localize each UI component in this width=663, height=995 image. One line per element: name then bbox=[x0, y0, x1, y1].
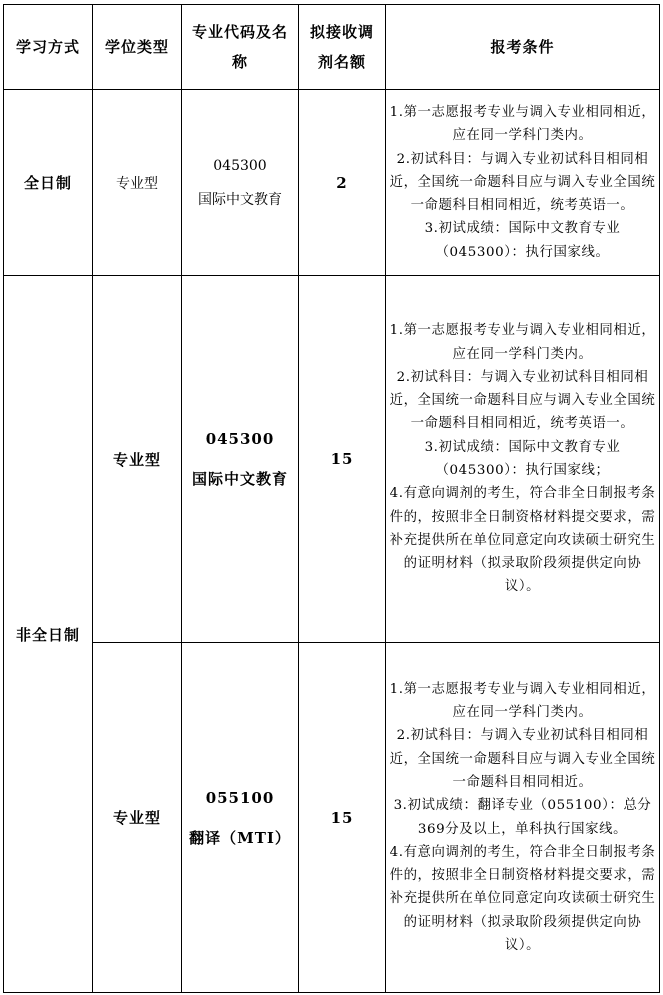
condition-item: 3.初试成绩：翻译专业（055100）：总分369分及以上，单科执行国家线。 bbox=[393, 798, 652, 837]
table-row bbox=[4, 90, 660, 276]
condition-item: 4.有意向调剂的考生，符合非全日制报考条件的，按照非全日制资格材料提交要求，需补充提供所在单位同意定向攻读硕士研究生的证明材料（拟录取阶段须提供定向协议）。 bbox=[389, 844, 656, 953]
condition-item: 1.第一志愿报考专业与调入专业相同相近，应在同一学科门类内。 bbox=[389, 681, 656, 721]
table-row bbox=[4, 276, 660, 643]
condition-item bbox=[386, 148, 659, 218]
conditions-cell bbox=[386, 276, 660, 643]
condition-item: 2.初试科目：与调入专业初试科目相同相近，全国统一命题科目应与调入专业全国统一命题科目相同相近。 bbox=[389, 728, 656, 790]
major-cell bbox=[182, 276, 299, 643]
header-row bbox=[4, 5, 660, 90]
admission-table bbox=[3, 4, 660, 993]
conditions-cell bbox=[386, 90, 660, 276]
conditions-cell bbox=[386, 643, 660, 993]
quota-cell: 15 bbox=[299, 643, 386, 993]
degree-type-cell: 专业型 bbox=[93, 90, 182, 276]
condition-item: 1.第一志愿报考专业与调入专业相同相近，应在同一学科门类内。 bbox=[389, 104, 656, 144]
major-code: 045300 bbox=[205, 430, 275, 448]
condition-item: 3.初试成绩：国际中文教育专业（045300）：执行国家线。 bbox=[424, 221, 621, 260]
table-row bbox=[4, 643, 660, 993]
condition-item: 3.初试成绩：国际中文教育专业（045300）：执行国家线； bbox=[424, 439, 621, 478]
condition-item: 2.初试科目：与调入专业初试科目相同相近，全国统一命题科目应与调入专业全国统一命题科目相同相近，统考英语一。 bbox=[389, 369, 656, 432]
major-cell bbox=[182, 90, 299, 276]
major-cell bbox=[182, 643, 299, 993]
degree-type-cell: 专业型 bbox=[93, 643, 182, 993]
major-name: 国际中文教育 bbox=[191, 470, 288, 488]
degree-type-cell: 专业型 bbox=[93, 276, 182, 643]
major-code: 055100 bbox=[205, 788, 275, 807]
quota-cell: 15 bbox=[299, 276, 386, 643]
major-code: 045300 bbox=[213, 157, 267, 174]
header-quota: 拟接收调剂名额 bbox=[299, 5, 386, 90]
condition-item: 1.第一志愿报考专业与调入专业相同相近，应在同一学科门类内。 bbox=[389, 323, 656, 362]
header-degree-type: 学位类型 bbox=[93, 5, 182, 90]
header-conditions: 报考条件 bbox=[386, 5, 660, 90]
study-mode-cell: 全日制 bbox=[4, 90, 93, 276]
major-name: 翻译（MTI） bbox=[189, 828, 291, 847]
header-major: 专业代码及名称 bbox=[182, 5, 299, 90]
quota-cell: 2 bbox=[299, 90, 386, 276]
study-mode-cell: 非全日制 bbox=[4, 276, 93, 993]
major-name: 国际中文教育 bbox=[198, 191, 282, 208]
condition-item: 4.有意向调剂的考生，符合非全日制报考条件的，按照非全日制资格材料提交要求，需补充提供所在单位同意定向攻读硕士研究生的证明材料（拟录取阶段须提供定向协议）。 bbox=[389, 486, 656, 595]
condition-item-text: 2.初试科目：与调入专业初试科目相同相近，全国统一命题科目应与调入专业全国统一命题科目相同相近，统考英语一。 bbox=[389, 151, 656, 214]
header-study-mode: 学习方式 bbox=[4, 5, 93, 90]
